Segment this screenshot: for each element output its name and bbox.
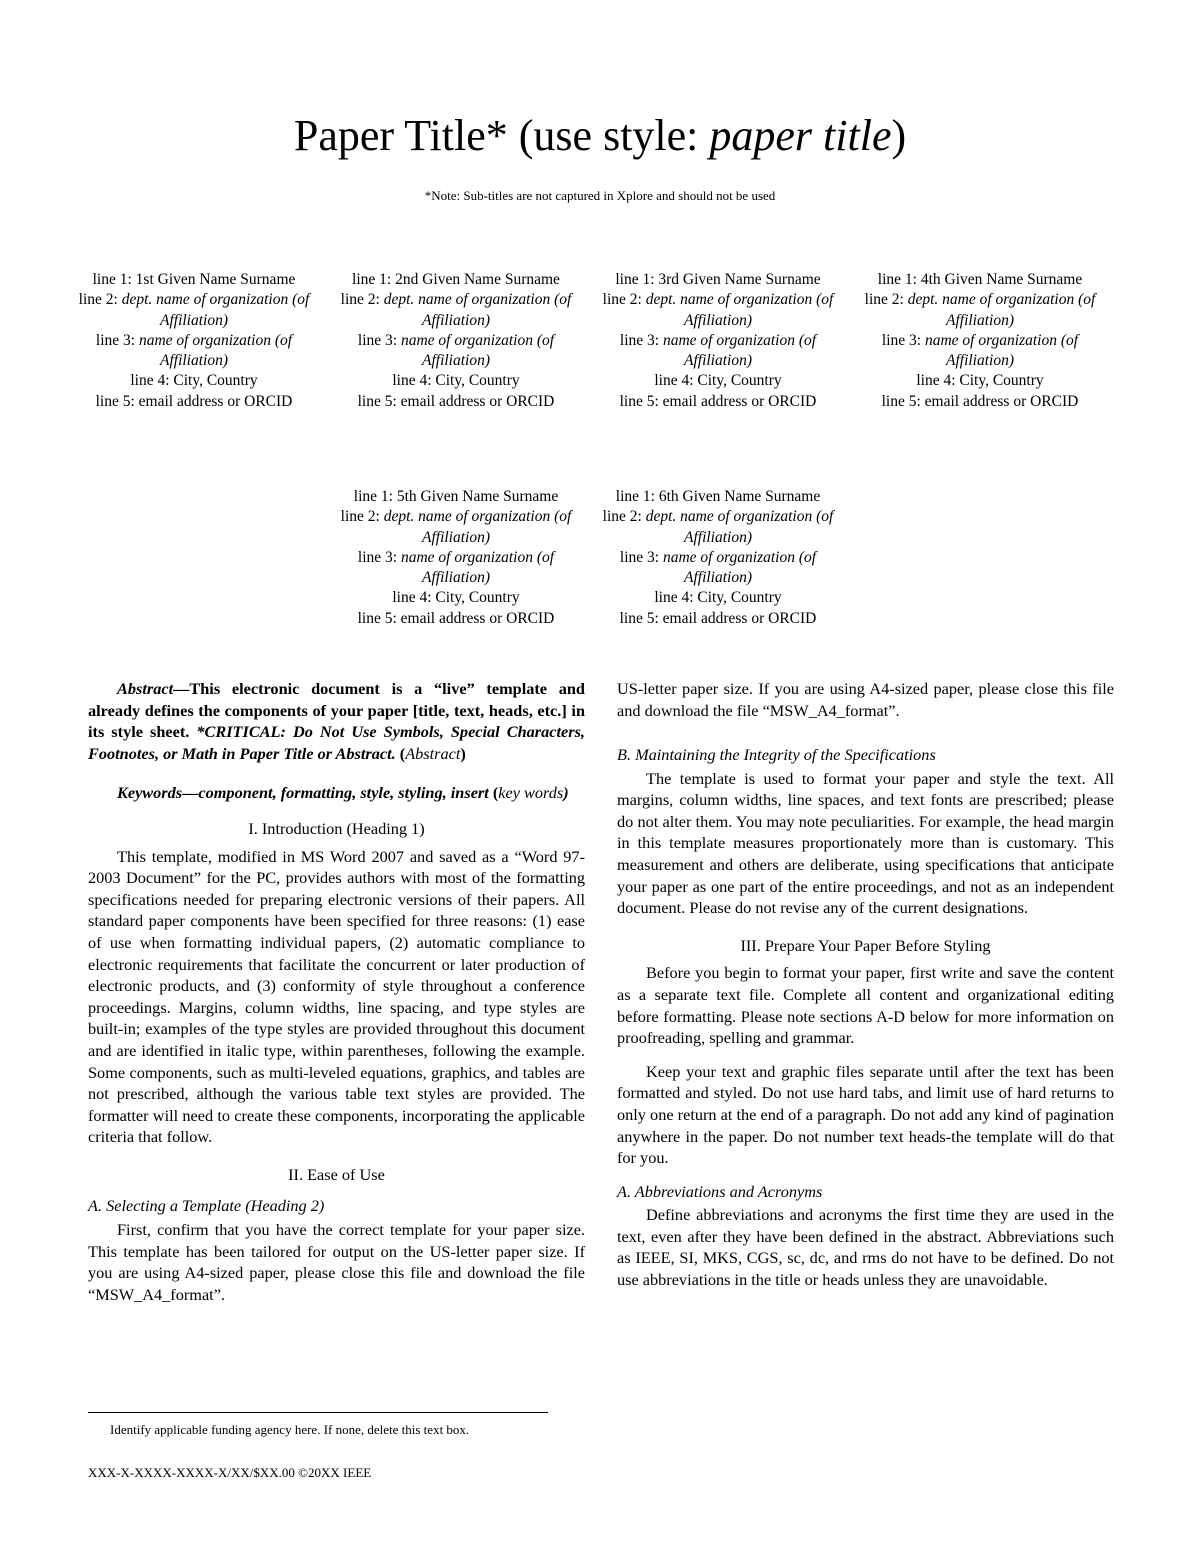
author-organization: line 3: name of organization (of Affiliation) xyxy=(619,331,817,370)
author-email: line 5: email address or ORCID xyxy=(619,609,817,627)
author-name: line 1: 3rd Given Name Surname xyxy=(615,271,821,288)
author-department: line 2: dept. name of organization (of Affiliation) xyxy=(864,291,1096,329)
paper-title: Paper Title* (use style: paper title) xyxy=(293,111,907,160)
author-organization: line 3: name of organization (of Affiliation) xyxy=(619,548,817,587)
author-email: line 5: email address or ORCID xyxy=(95,392,293,410)
heading-integrity: B. Maintaining the Integrity of the Specifications xyxy=(617,745,936,764)
author-location: line 4: City, Country xyxy=(654,372,782,390)
heading-abbreviations: A. Abbreviations and Acronyms xyxy=(617,1181,823,1201)
keywords: Keywords—component, formatting, style, styling, insert (key words) xyxy=(117,783,569,803)
author-department: line 2: dept. name of organization (of Affiliation) xyxy=(78,291,310,329)
abstract: Abstract—This electronic document is a “live” template and already defines the components of your paper [title, text, heads, etc.] in its style sheet. *CRITICAL: Do Not Use Symbols, Special Characters, Footnotes, or Math in Paper Title or Abstract. (Abstract) xyxy=(88,679,585,763)
author-organization: line 3: name of organization (of Affiliation) xyxy=(881,331,1079,370)
author-name: line 1: 1st Given Name Surname xyxy=(92,271,296,288)
author-department: line 2: dept. name of organization (of Affiliation) xyxy=(602,508,834,546)
author-location: line 4: City, Country xyxy=(916,372,1044,390)
author-email: line 5: email address or ORCID xyxy=(881,392,1079,410)
author-organization: line 3: name of organization (of Affiliation) xyxy=(95,331,293,370)
selecting-template-continued: US-letter paper size. If you are using A4-sized paper, please close this file and download the file “MSW_A4_format”. xyxy=(617,679,1114,720)
author-email: line 5: email address or ORCID xyxy=(619,392,817,410)
integrity-text: The template is used to format your paper and style the text. All margins, column widths, line spaces, and text fonts are prescribed; please do not alter them. You may note peculiarities. For example, the head margin in this template measures proportionately more than is customary. This measurement and others are deliberate, using specifications that anticipate your paper as one part of the entire proceedings, and not as an independent document. Please do not revise any of the current designations. xyxy=(617,768,1114,918)
copyright-line: XXX-X-XXXX-XXXX-X/XX/$XX.00 ©20XX IEEE xyxy=(88,1465,372,1480)
footnote-rule xyxy=(88,1412,548,1413)
funding-footnote: Identify applicable funding agency here. If none, delete this text box. xyxy=(110,1422,470,1437)
right-column xyxy=(617,678,1114,1291)
heading-selecting-template: A. Selecting a Template (Heading 2) xyxy=(88,1196,325,1216)
author-name: line 1: 4th Given Name Surname xyxy=(877,271,1083,288)
author-organization: line 3: name of organization (of Affiliation) xyxy=(357,331,555,370)
author-location: line 4: City, Country xyxy=(654,589,782,607)
author-name: line 1: 5th Given Name Surname xyxy=(353,488,559,505)
author-block xyxy=(594,487,842,629)
author-name: line 1: 6th Given Name Surname xyxy=(615,488,821,505)
author-location: line 4: City, Country xyxy=(392,589,520,607)
author-department: line 2: dept. name of organization (of Affiliation) xyxy=(602,291,834,329)
author-email: line 5: email address or ORCID xyxy=(357,609,555,627)
author-location: line 4: City, Country xyxy=(130,372,258,390)
author-location: line 4: City, Country xyxy=(392,372,520,390)
author-block xyxy=(70,270,318,412)
subtitle-note: *Note: Sub-titles are not captured in Xplore and should not be used xyxy=(424,188,776,203)
author-block xyxy=(332,270,580,412)
heading-prepare: III. Prepare Your Paper Before Styling xyxy=(740,935,991,955)
author-block xyxy=(856,270,1104,412)
heading-ease-of-use: II. Ease of Use xyxy=(288,1164,385,1184)
left-column xyxy=(88,678,585,1304)
heading-introduction: I. Introduction (Heading 1) xyxy=(248,818,425,838)
prepare-text-2: Keep your text and graphic files separate until after the text has been formatted and styled. Do not use hard tabs, and limit use of hard returns to only one return at the end of a paragraph. Do not add any kind of pagination anywhere in the paper. Do not number text heads-the template will do that for you. xyxy=(617,1061,1114,1168)
author-department: line 2: dept. name of organization (of Affiliation) xyxy=(340,291,572,329)
author-organization: line 3: name of organization (of Affiliation) xyxy=(357,548,555,587)
author-department: line 2: dept. name of organization (of Affiliation) xyxy=(340,508,572,546)
author-email: line 5: email address or ORCID xyxy=(357,392,555,410)
author-block xyxy=(332,487,580,629)
author-name: line 1: 2nd Given Name Surname xyxy=(352,271,560,288)
intro-text: This template, modified in MS Word 2007 and saved as a “Word 97-2003 Document” for the PC, provides authors with most of the formatting specifications needed for preparing electronic versions of their papers. All standard paper components have been specified for three reasons: (1) ease of use when formatting individual papers, (2) automatic compliance to electronic requirements that facilitate the concurrent or later production of electronic products, and (3) conformity of style throughout a conference proceedings. Margins, column widths, line spacing, and type styles are built-in; examples of the type styles are provided throughout this document and are identified in italic type, within parentheses, following the example. Some components, such as multi-leveled equations, graphics, and tables are not prescribed, although the various table text styles are provided. The formatter will need to create these components, incorporating the applicable criteria that follow. xyxy=(88,846,585,1147)
selecting-template-text: First, confirm that you have the correct template for your paper size. This template has been tailored for output on the US-letter paper size. If you are using A4-sized paper, please close this file and download the file “MSW_A4_format”. xyxy=(88,1220,585,1304)
abbreviations-text: Define abbreviations and acronyms the first time they are used in the text, even after they have been defined in the abstract. Abbreviations such as IEEE, SI, MKS, CGS, sc, dc, and rms do not have to be defined. Do not use abbreviations in the title or heads unless they are unavoidable. xyxy=(617,1205,1114,1290)
prepare-text-1: Before you begin to format your paper, first write and save the content as a separate text file. Complete all content and organizational editing before formatting. Please note sections A-D below for more information on proofreading, spelling and grammar. xyxy=(617,963,1114,1048)
author-block xyxy=(594,270,842,412)
